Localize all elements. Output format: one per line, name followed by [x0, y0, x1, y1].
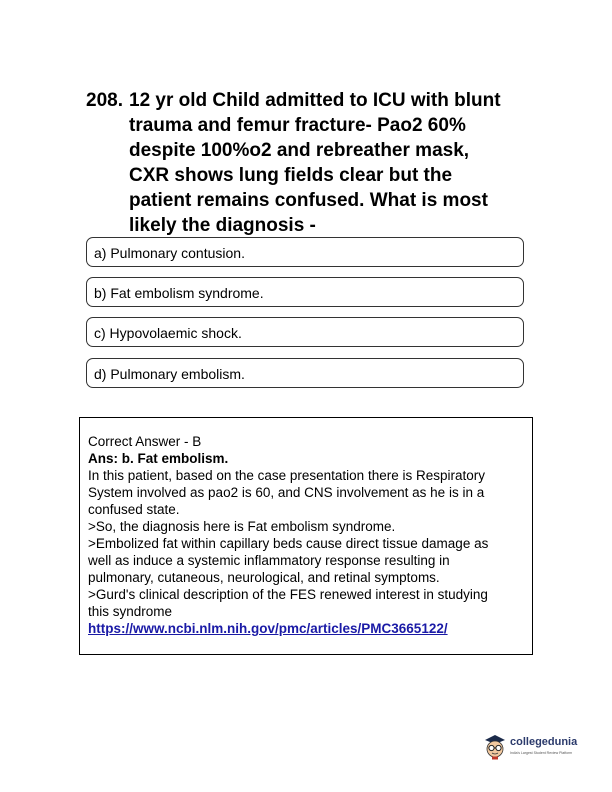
question-line: patient remains confused. What is most — [129, 190, 488, 211]
explanation-line: >Embolized fat within capillary beds cause direct tissue damage as — [88, 536, 489, 551]
answer-title: Ans: b. Fat embolism. — [88, 451, 229, 466]
question — [86, 88, 536, 238]
collegedunia-logo — [482, 732, 582, 760]
explanation-line: System involved as pao2 is 60, and CNS involvement as he is in a — [88, 485, 485, 500]
explanation-line: In this patient, based on the case presentation there is Respiratory — [88, 468, 485, 483]
explanation-line: >Gurd's clinical description of the FES renewed interest in studying — [88, 587, 488, 602]
question-number: 208. — [86, 90, 123, 111]
question-text — [129, 88, 536, 238]
explanation-line: >So, the diagnosis here is Fat embolism syndrome. — [88, 519, 396, 534]
correct-answer: Correct Answer - B — [88, 434, 202, 449]
option-a[interactable]: a) Pulmonary contusion. — [86, 237, 524, 267]
explanation-line: well as induce a systemic inflammatory response resulting in — [88, 553, 450, 568]
question-line: 12 yr old Child admitted to ICU with blunt — [129, 90, 501, 111]
question-line: despite 100%o2 and rebreather mask, — [129, 140, 470, 161]
logo-tagline: India's Largest Student Review Platform — [510, 751, 573, 755]
reference-link[interactable]: https://www.ncbi.nlm.nih.gov/pmc/articles/PMC3665122/ — [88, 621, 448, 636]
mascot-icon — [482, 732, 508, 760]
explanation-line: this syndrome — [88, 604, 173, 619]
explanation-line: confused state. — [88, 502, 180, 517]
logo-name: collegedunia — [510, 736, 578, 748]
question-line: trauma and femur fracture- Pao2 60% — [129, 115, 466, 136]
question-line: CXR shows lung fields clear but the — [129, 165, 453, 186]
question-line: likely the diagnosis - — [129, 215, 316, 236]
option-d[interactable]: d) Pulmonary embolism. — [86, 358, 524, 388]
explanation-line: pulmonary, cutaneous, neurological, and retinal symptoms. — [88, 570, 440, 585]
option-b[interactable]: b) Fat embolism syndrome. — [86, 277, 524, 307]
option-c[interactable]: c) Hypovolaemic shock. — [86, 317, 524, 347]
answer-box — [79, 417, 533, 655]
